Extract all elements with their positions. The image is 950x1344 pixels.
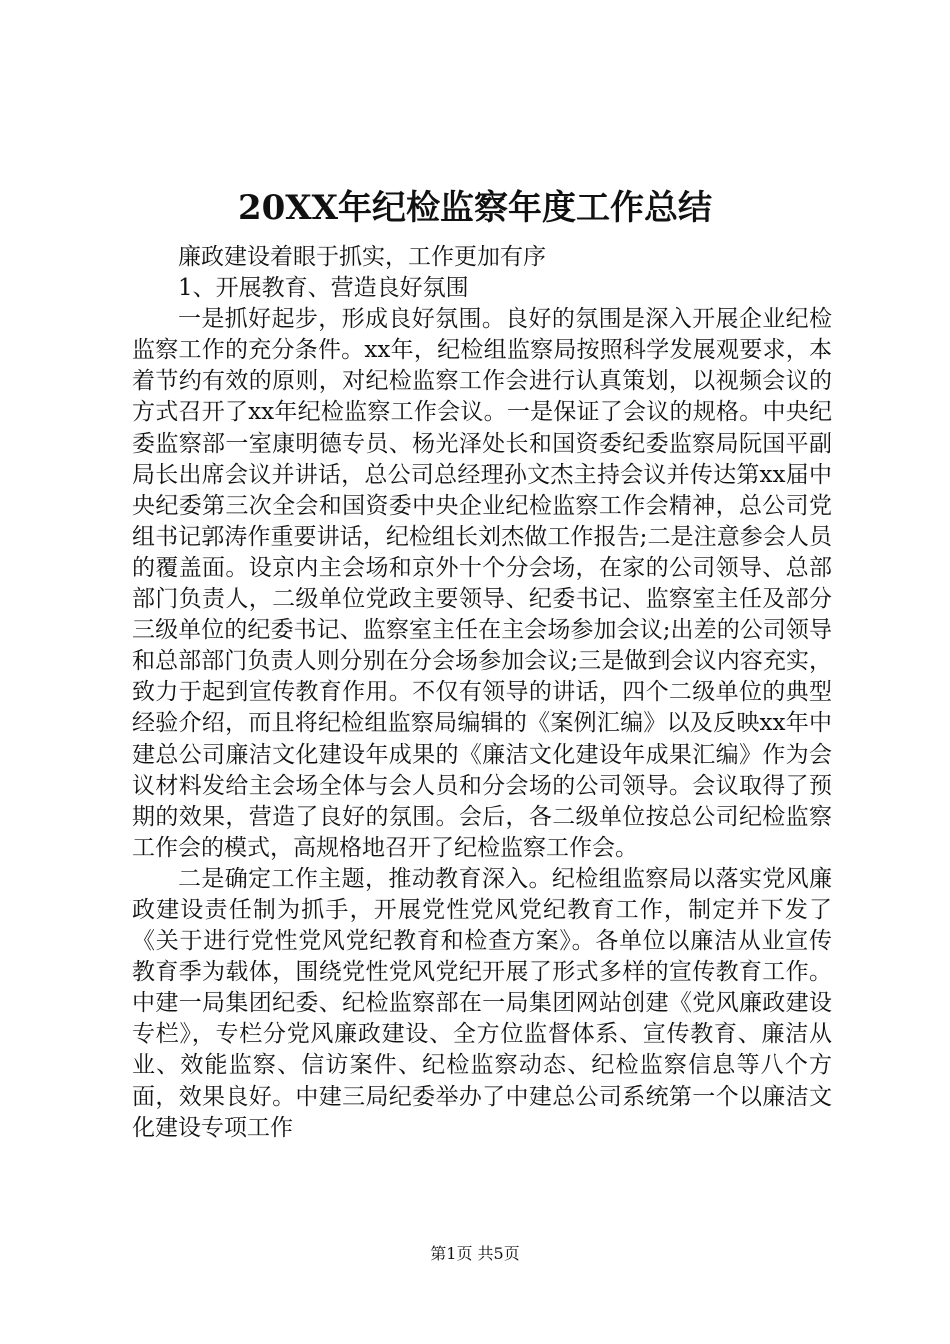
page-footer: 第1页 共5页	[430, 1244, 520, 1263]
document-body	[132, 242, 832, 1144]
document-title: 20XX年纪检监察年度工作总结	[237, 188, 713, 228]
subsection-heading: 1、开展教育、营造良好氛围	[178, 275, 469, 302]
body-paragraph: 二是确定工作主题，推动教育深入。纪检组监察局以落实党风廉政建设责任制为抓手，开展党性党风党纪教育工作，制定并下发了《关于进行党性党风党纪教育和检查方案》。各单位以廉洁从业宣传教育季为载体，围绕党性党风党纪开展了形式多样的宣传教育工作。中建一局集团纪委、纪检监察部在一局集团网站创建《党风廉政建设专栏》，专栏分党风廉政建设、全方位监督体系、宣传教育、廉洁从业、效能监察、信访案件、纪检监察动态、纪检监察信息等八个方面，效果良好。中建三局纪委举办了中建总公司系统第一个以廉洁文化建设专项工作	[132, 865, 832, 1141]
section-heading: 廉政建设着眼于抓实，工作更加有序	[178, 244, 546, 270]
body-paragraph: 一是抓好起步，形成良好氛围。良好的氛围是深入开展企业纪检监察工作的充分条件。xx年，纪检组监察局按照科学发展观要求，本着节约有效的原则，对纪检监察工作会进行认真策划，以视频会议的方式召开了xx年纪检监察工作会议。一是保证了会议的规格。中央纪委监察部一室康明德专员、杨光泽处长和国资委纪委监察局阮国平副局长出席会议并讲话，总公司总经理孙文杰主持会议并传达第xx届中央纪委第三次全会和国资委中央企业纪检监察工作会精神，总公司党组书记郭涛作重要讲话，纪检组长刘杰做工作报告;二是注意参会人员的覆盖面。设京内主会场和京外十个分会场，在家的公司领导、总部部门负责人，二级单位党政主要领导、纪委书记、监察室主任及部分三级单位的纪委书记、监察室主任在主会场参加会议;出差的公司领导和总部部门负责人则分别在分会场参加会议;三是做到会议内容充实，致力于起到宣传教育作用。不仅有领导的讲话，四个二级单位的典型经验介绍，而且将纪检组监察局编辑的《案例汇编》以及反映xx年中建总公司廉洁文化建设年成果的《廉洁文化建设年成果汇编》作为会议材料发给主会场全体与会人员和分会场的公司领导。会议取得了预期的效果，营造了良好的氛围。会后，各二级单位按总公司纪检监察工作会的模式，高规格地召开了纪检监察工作会。	[132, 306, 832, 861]
